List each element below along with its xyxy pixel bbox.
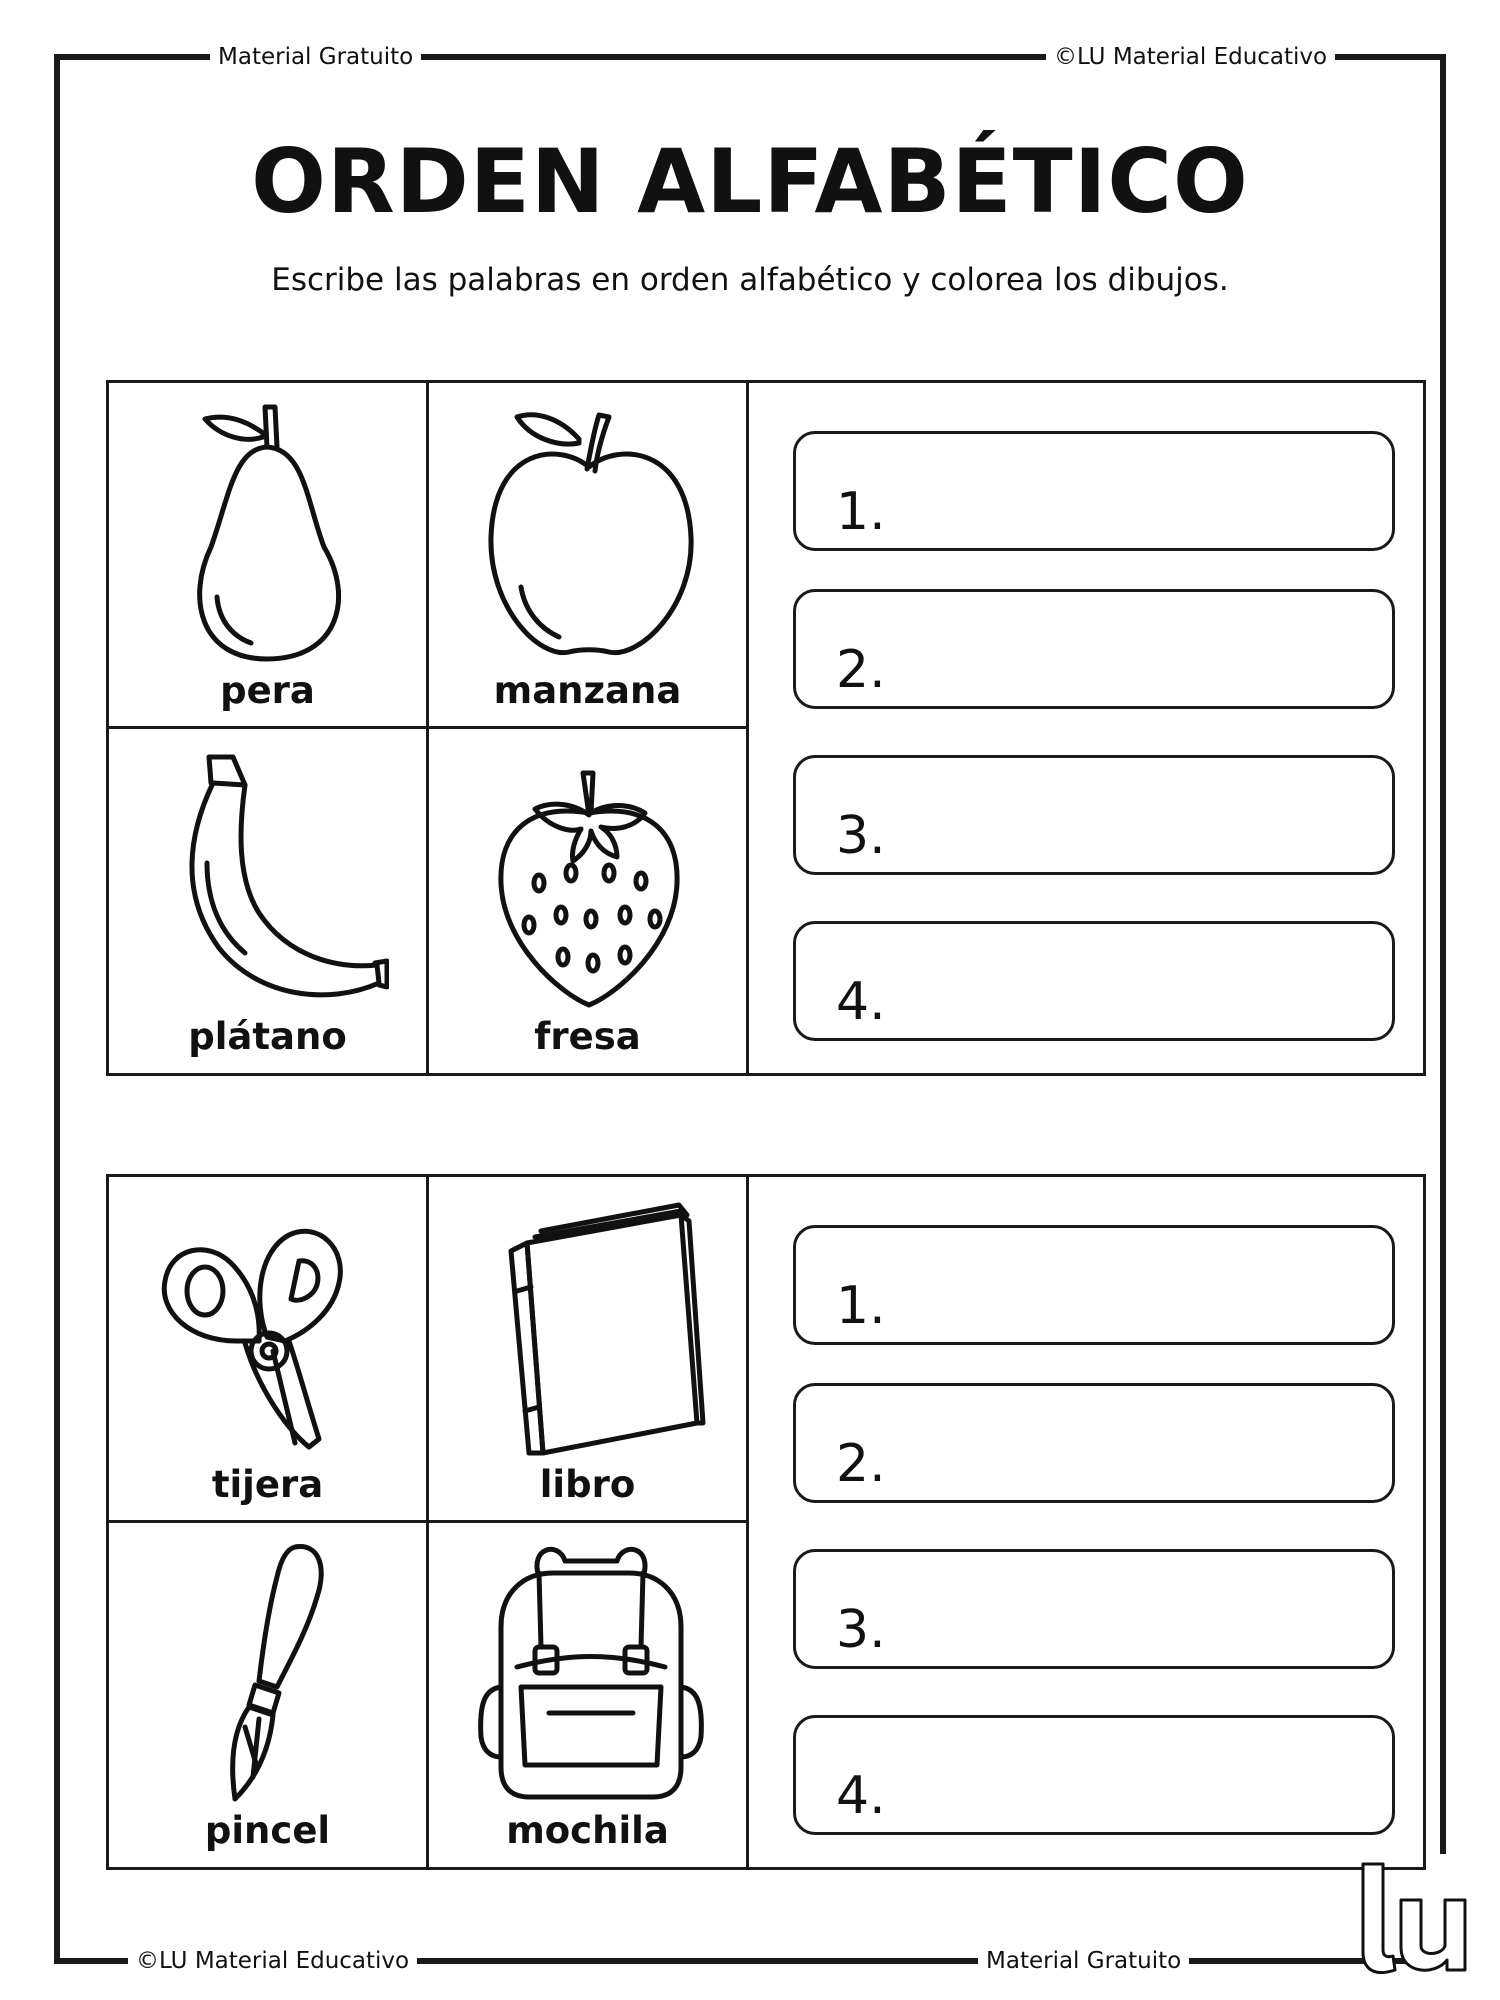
item-cell	[429, 1177, 749, 1523]
answer-number: 1.	[836, 1276, 886, 1336]
answer-field-1[interactable]	[793, 1225, 1395, 1345]
item-word: mochila	[506, 1809, 669, 1852]
answer-number: 4.	[836, 972, 886, 1032]
item-word: pincel	[204, 1809, 331, 1852]
item-cell	[429, 383, 749, 729]
banana-icon	[149, 743, 389, 1013]
header-right-text: ©LU Material Educativo	[1046, 42, 1335, 72]
item-word: libro	[539, 1463, 636, 1506]
item-word: fresa	[534, 1015, 641, 1058]
answer-number: 4.	[836, 1766, 886, 1826]
answer-field-4[interactable]	[793, 921, 1395, 1041]
footer-right-text: Material Gratuito	[978, 1946, 1189, 1976]
lu-logo-icon	[1355, 1860, 1475, 1975]
answer-number: 3.	[836, 1600, 886, 1660]
page-title: ORDEN ALFABÉTICO	[251, 130, 1249, 233]
frame-right	[1440, 54, 1446, 1854]
paintbrush-icon	[149, 1537, 389, 1807]
answer-number: 2.	[836, 1434, 886, 1494]
answer-number: 2.	[836, 640, 886, 700]
item-cell	[109, 729, 429, 1075]
item-word: manzana	[493, 669, 682, 712]
answer-field-2[interactable]	[793, 1383, 1395, 1503]
pear-icon	[149, 397, 389, 667]
item-word: plátano	[188, 1015, 347, 1058]
answer-field-3[interactable]	[793, 755, 1395, 875]
worksheet-section-school	[106, 1174, 1426, 1870]
frame-left	[54, 54, 60, 1964]
answer-field-1[interactable]	[793, 431, 1395, 551]
answer-number: 1.	[836, 482, 886, 542]
scissors-icon	[149, 1191, 389, 1461]
header-left-text: Material Gratuito	[210, 42, 421, 72]
backpack-icon	[469, 1537, 709, 1807]
apple-icon	[469, 397, 709, 667]
item-word: tijera	[211, 1463, 324, 1506]
answer-field-4[interactable]	[793, 1715, 1395, 1835]
item-cell	[429, 729, 749, 1075]
worksheet-section-fruits	[106, 380, 1426, 1076]
item-cell	[109, 1177, 429, 1523]
answer-field-2[interactable]	[793, 589, 1395, 709]
instructions: Escribe las palabras en orden alfabético y colorea los dibujos.	[271, 262, 1229, 298]
strawberry-icon	[469, 743, 709, 1013]
answer-number: 3.	[836, 806, 886, 866]
item-word: pera	[220, 669, 315, 712]
item-cell	[429, 1523, 749, 1869]
footer-left-text: ©LU Material Educativo	[128, 1946, 417, 1976]
item-cell	[109, 383, 429, 729]
item-cell	[109, 1523, 429, 1869]
answer-field-3[interactable]	[793, 1549, 1395, 1669]
book-icon	[469, 1191, 709, 1461]
